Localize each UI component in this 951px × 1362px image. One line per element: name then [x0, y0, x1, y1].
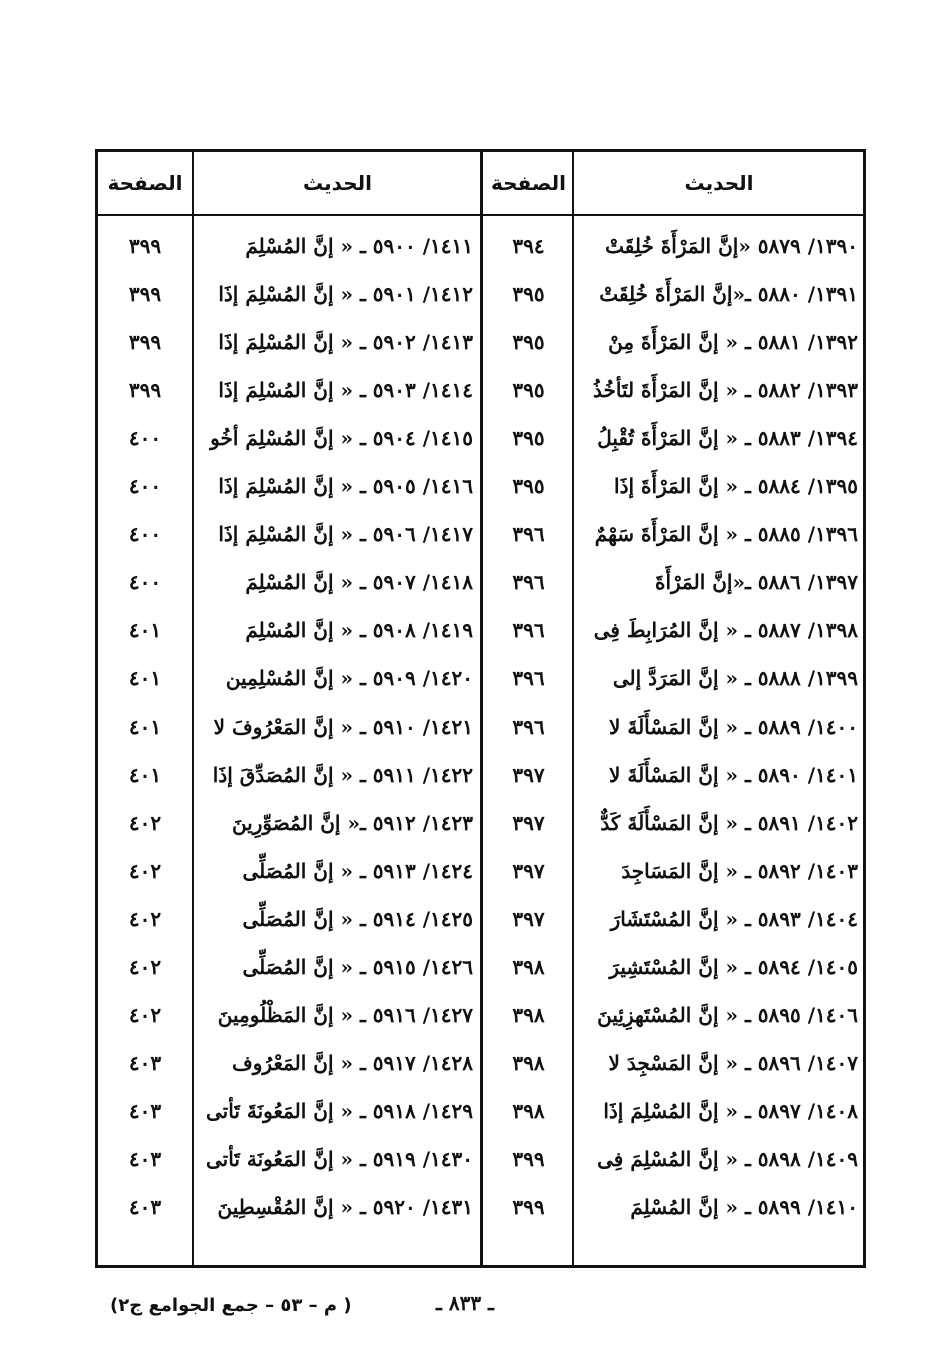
- hadith-entry-left: ١٤٢١/ ٥٩١٠ ـ « إنَّ المَعْرُوفَ لا: [213, 714, 473, 739]
- page-number-right: ٣٩٦: [512, 666, 545, 691]
- table-row: [98, 606, 863, 654]
- page-number-right: ٣٩٦: [512, 618, 545, 643]
- table-row: [98, 751, 863, 799]
- page-number-left: ٤٠١: [128, 762, 162, 787]
- table-row: [98, 366, 863, 414]
- hadith-entry-right: ١٤٠٥/ ٥٨٩٤ ـ « إنَّ المُسْتَشِيرَ: [609, 954, 858, 979]
- hadith-entry-left: ١٤١٨/ ٥٩٠٧ ـ « إنَّ المُسْلِمَ: [245, 570, 473, 595]
- hadith-entry-right: ١٤٠٩/ ٥٨٩٨ ـ « إنَّ المُسْلِمَ فِى: [597, 1146, 858, 1171]
- table-row: [98, 414, 863, 462]
- page-number-right: ٣٩٧: [512, 762, 545, 787]
- page-number-right: ٣٩٥: [512, 282, 545, 307]
- page-number-right: ٣٩٧: [512, 906, 545, 931]
- header-page-left: الصفحة: [107, 171, 183, 195]
- page-number-left: ٤٠٣: [128, 1098, 162, 1123]
- hadith-entry-left: ١٤١٦/ ٥٩٠٥ ـ « إنَّ المُسْلِمَ إذَا: [218, 474, 473, 499]
- page-number-right: ٣٩٦: [512, 570, 545, 595]
- hadith-entry-left: ١٤١٩/ ٥٩٠٨ ـ « إنَّ المُسْلِمَ: [245, 618, 473, 643]
- table-row: [98, 991, 863, 1039]
- page-number-left: ٣٩٩: [128, 282, 162, 307]
- page-number-right: ٣٩٥: [512, 474, 545, 499]
- table-row: [98, 222, 863, 270]
- page-number-left: ٤٠٠: [128, 474, 162, 499]
- hadith-entry-left: ١٤٢٥/ ٥٩١٤ ـ « إنَّ المُصَلِّى: [242, 906, 473, 931]
- page-number-left: ٤٠٢: [128, 954, 162, 979]
- index-table: [95, 149, 866, 1268]
- page-number-left: ٤٠٠: [128, 570, 162, 595]
- hadith-entry-left: ١٤١٥/ ٥٩٠٤ ـ « إنَّ المُسْلِمَ أخُو: [210, 426, 473, 451]
- hadith-entry-right: ١٣٩٠/ ٥٨٧٩ «إنَّ المَرْأَةَ خُلِقَتْ: [605, 234, 858, 258]
- hadith-entry-right: ١٣٩١/ ٥٨٨٠ ـ«إنَّ المَرْأَةَ خُلِقَتْ: [599, 282, 858, 307]
- page-number-left: ٤٠٢: [128, 1002, 162, 1027]
- header-divider: [98, 214, 863, 216]
- table-row: [98, 1039, 863, 1087]
- hadith-entry-left: ١٤٣٠/ ٥٩١٩ ـ « إنَّ المَعُونَة تَأتى: [205, 1146, 473, 1171]
- hadith-entry-left: ١٤١٤/ ٥٩٠٣ ـ « إنَّ المُسْلِمَ إذَا: [218, 378, 473, 403]
- table-row: [98, 1183, 863, 1231]
- hadith-entry-left: ١٤٢٢/ ٥٩١١ ـ « إنَّ المُصَدِّقَ إذَا: [212, 762, 473, 787]
- hadith-entry-left: ١٤٢٤/ ٥٩١٣ ـ « إنَّ المُصَلِّى: [242, 858, 473, 883]
- page-number-left: ٤٠١: [128, 618, 162, 643]
- table-row: [98, 318, 863, 366]
- hadith-entry-left: ١٤١٧/ ٥٩٠٦ ـ « إنَّ المُسْلِمَ إذَا: [218, 522, 473, 547]
- page-number-left: ٤٠١: [128, 714, 162, 739]
- hadith-entry-right: ١٤٠٧/ ٥٨٩٦ ـ « إنَّ المَسْجِدَ لا: [608, 1050, 858, 1075]
- table-row: [98, 558, 863, 606]
- table-row: [98, 943, 863, 991]
- hadith-entry-left: ١٤٢٠/ ٥٩٠٩ ـ « إنَّ المُسْلِمِين: [225, 666, 473, 691]
- hadith-entry-right: ١٣٩٧/ ٥٨٨٦ ـ«إنَّ المَرْأَةَ: [654, 570, 858, 595]
- header-hadith-left: الحديث: [303, 171, 373, 195]
- page-number-right: ٣٩٥: [512, 330, 545, 355]
- hadith-entry-left: ١٤٢٣/ ٥٩١٢ ـ« إنَّ المُصَوِّرِينَ: [231, 810, 473, 835]
- page-number-left: ٣٩٩: [128, 378, 162, 403]
- hadith-entry-left: ١٤١٢/ ٥٩٠١ ـ « إنَّ المُسْلِمَ إذَا: [218, 282, 473, 307]
- hadith-entry-left: ١٤٢٦/ ٥٩١٥ ـ « إنَّ المُصَلِّى: [242, 954, 473, 979]
- page-number-right: ٣٩٨: [512, 954, 545, 979]
- page-number-left: ٤٠١: [128, 666, 162, 691]
- hadith-entry-right: ١٤١٠/ ٥٨٩٩ ـ « إنَّ المُسْلِمَ: [630, 1195, 858, 1219]
- page-number-right: ٣٩٩: [512, 1146, 545, 1171]
- table-row: [98, 270, 863, 318]
- page-number-right: ٣٩٦: [512, 714, 545, 739]
- hadith-entry-right: ١٣٩٢/ ٥٨٨١ ـ « إنَّ المَرْأَةَ مِنْ: [608, 330, 858, 355]
- hadith-entry-right: ١٤٠٨/ ٥٨٩٧ ـ « إنَّ المُسْلِمَ إذَا: [603, 1098, 858, 1123]
- page-number-right: ٣٩٨: [512, 1050, 545, 1075]
- hadith-entry-right: ١٣٩٥/ ٥٨٨٤ ـ « إنَّ المَرْأَةَ إذَا: [614, 474, 858, 499]
- hadith-entry-left: ١٤١١/ ٥٩٠٠ ـ « إنَّ المُسْلِمَ: [245, 234, 473, 258]
- hadith-entry-right: ١٣٩٨/ ٥٨٨٧ ـ « إنَّ المُرَابِطَ فِى: [593, 618, 858, 643]
- hadith-entry-left: ١٤٣١/ ٥٩٢٠ ـ « إنَّ المُقْسِطِينَ: [217, 1195, 473, 1219]
- hadith-entry-right: ١٣٩٤/ ٥٨٨٣ ـ « إنَّ المَرْأَةَ تُقْبِلُ: [597, 426, 858, 451]
- page-number-left: ٤٠٢: [128, 906, 162, 931]
- page-number-left: ٤٠٣: [128, 1146, 162, 1171]
- page-number-right: ٣٩٨: [512, 1098, 545, 1123]
- page-number-left: ٤٠٠: [128, 426, 162, 451]
- hadith-entry-left: ١٤٢٩/ ٥٩١٨ ـ « إنَّ المَعُونَةَ تَأتى: [205, 1098, 473, 1123]
- hadith-entry-right: ١٣٩٦/ ٥٨٨٥ ـ « إنَّ المَرْأَةَ سَهْمٌ: [594, 522, 858, 547]
- page-number-left: ٤٠٣: [128, 1195, 162, 1219]
- hadith-entry-right: ١٤٠٢/ ٥٨٩١ ـ « إنَّ المَسْأَلَةَ كَدٌّ: [600, 810, 858, 835]
- table-row: [98, 1087, 863, 1135]
- hadith-entry-right: ١٤٠٤/ ٥٨٩٣ ـ « إنَّ المُسْتَشَارَ: [610, 906, 858, 931]
- hadith-entry-right: ١٣٩٩/ ٥٨٨٨ ـ « إنَّ المَرَدَّ إلى: [612, 666, 858, 691]
- table-row: [98, 847, 863, 895]
- hadith-entry-right: ١٣٩٣/ ٥٨٨٢ ـ « إنَّ المَرْأَةَ لتَأخُذُ: [592, 378, 858, 403]
- hadith-entry-right: ١٤٠٠/ ٥٨٨٩ ـ « إنَّ المَسْأَلَةَ لا: [608, 714, 858, 739]
- page-number-left: ٤٠٣: [128, 1050, 162, 1075]
- hadith-entry-right: ١٤٠١/ ٥٨٩٠ ـ « إنَّ المَسْأَلَةَ لا: [608, 762, 858, 787]
- page-number-right: ٣٩٧: [512, 810, 545, 835]
- page-number-left: ٤٠٢: [128, 858, 162, 883]
- table-row: [98, 895, 863, 943]
- page-number-left: ٤٠٠: [128, 522, 162, 547]
- hadith-entry-left: ١٤٢٧/ ٥٩١٦ ـ « إنَّ المَظْلُومِينَ: [217, 1002, 473, 1027]
- table-row: [98, 799, 863, 847]
- page-number-right: ٣٩٨: [512, 1002, 545, 1027]
- hadith-entry-right: ١٤٠٣/ ٥٨٩٢ ـ « إنَّ المَسَاجِدَ: [621, 858, 858, 883]
- table-row: [98, 1135, 863, 1183]
- page-number-right: ٣٩٧: [512, 858, 545, 883]
- table-row: [98, 654, 863, 702]
- page-number-right: ٣٩٤: [512, 234, 545, 258]
- page-number-left: ٣٩٩: [128, 234, 162, 258]
- table-row: [98, 703, 863, 751]
- page-number-right: ٣٩٥: [512, 426, 545, 451]
- page-number-right: ٣٩٩: [512, 1195, 545, 1219]
- page-number-left: ٣٩٩: [128, 330, 162, 355]
- footer-reference: ( م – ٥٣ – جمع الجوامع ج٢): [110, 1295, 352, 1316]
- page-number-right: ٣٩٦: [512, 522, 545, 547]
- hadith-entry-left: ١٤٢٨/ ٥٩١٧ ـ « إنَّ المَعْرُوف: [232, 1050, 473, 1075]
- hadith-entry-left: ١٤١٣/ ٥٩٠٢ ـ « إنَّ المُسْلِمَ إذَا: [218, 330, 473, 355]
- page-number: ـ ٨٣٣ ـ: [436, 1291, 494, 1315]
- table-row: [98, 510, 863, 558]
- page-number-left: ٤٠٢: [128, 810, 162, 835]
- page-number-right: ٣٩٥: [512, 378, 545, 403]
- header-hadith-right: الحديث: [684, 171, 754, 195]
- table-row: [98, 462, 863, 510]
- hadith-entry-right: ١٤٠٦/ ٥٨٩٥ ـ « إنَّ المُسْتَهزِئِينَ: [597, 1002, 858, 1027]
- header-page-right: الصفحة: [491, 171, 567, 195]
